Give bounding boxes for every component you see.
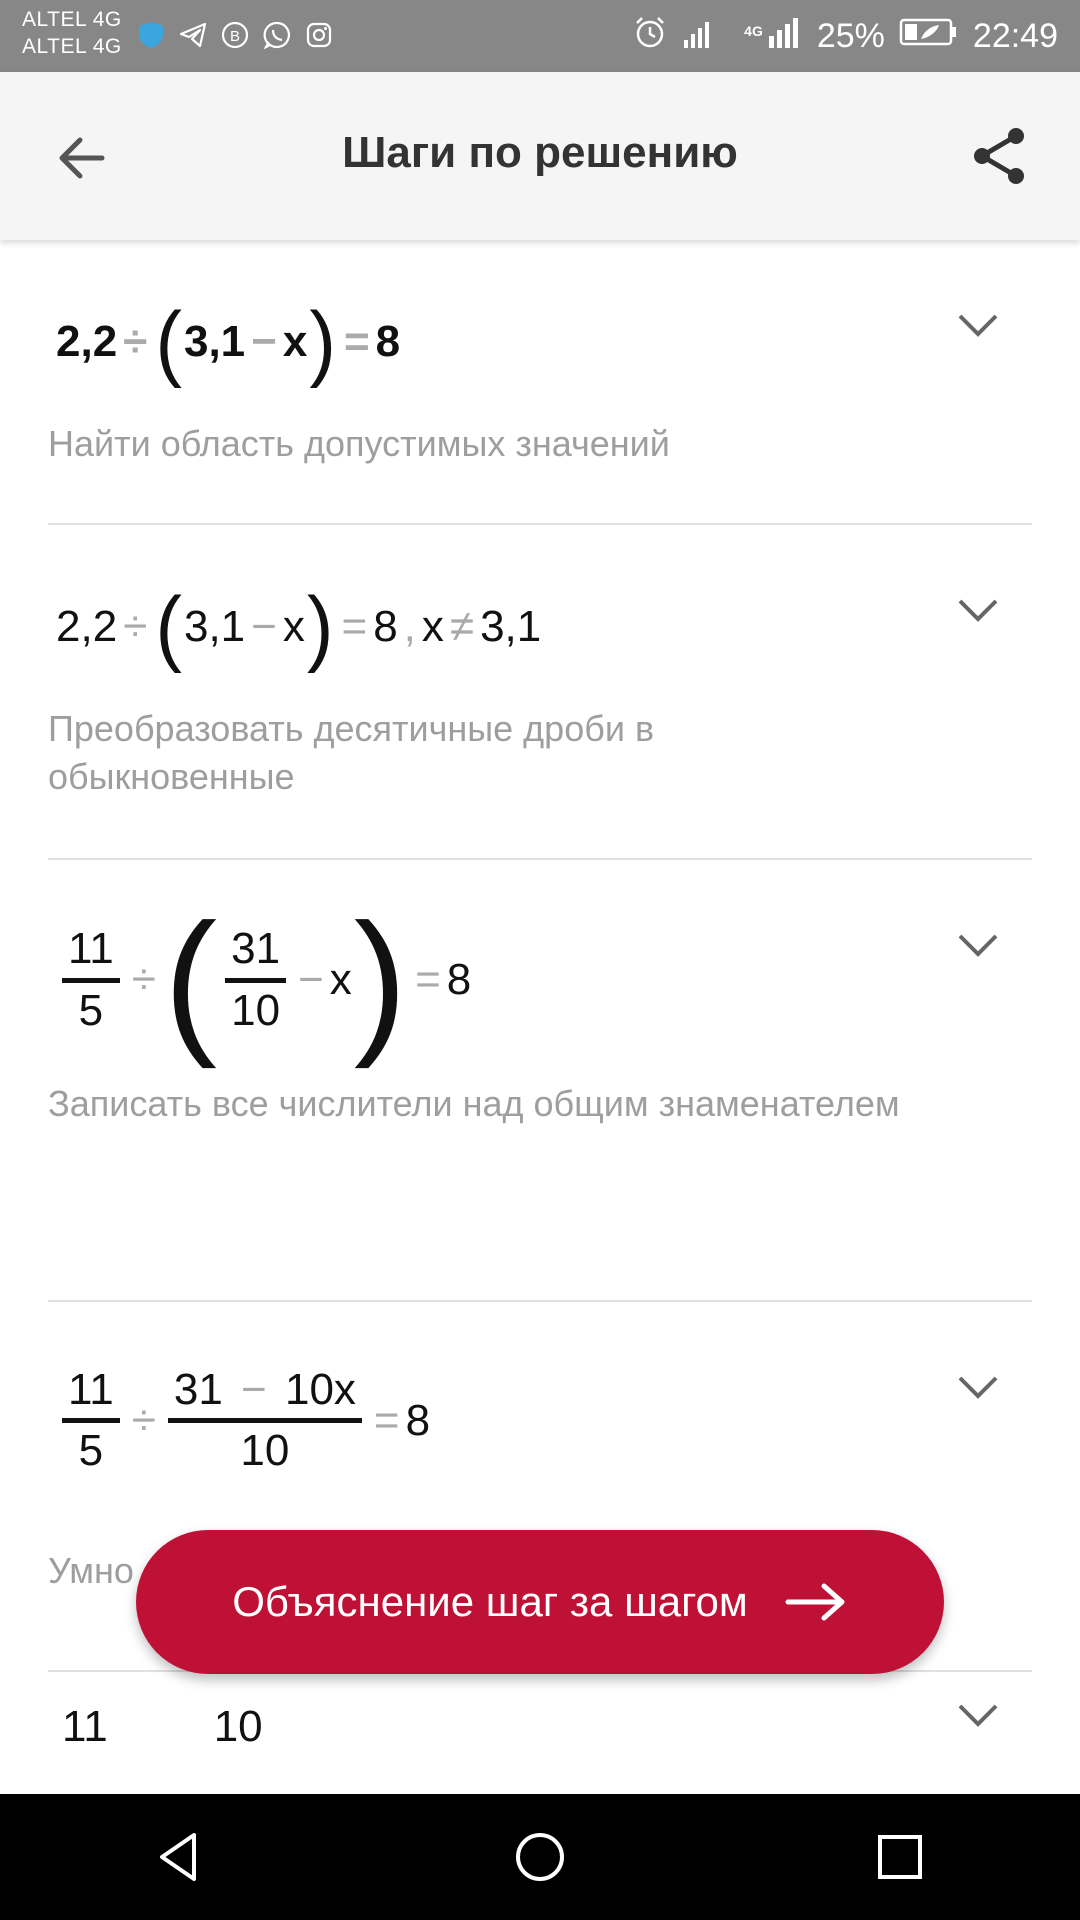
term: 2,2 (56, 602, 118, 651)
nav-back-icon[interactable] (148, 1825, 212, 1889)
term: 10x (284, 1365, 356, 1414)
numerator: 11 (68, 924, 114, 974)
signal-icon (682, 14, 730, 59)
battery-percent: 25% (816, 16, 885, 55)
denominator: 5 (78, 1426, 104, 1476)
paren-open: ( (155, 294, 182, 389)
step-4-equation (56, 1362, 430, 1480)
operator: ÷ (123, 317, 148, 366)
term: 2,2 (56, 317, 118, 366)
paren-close: ) (306, 579, 334, 674)
vk-icon (220, 20, 250, 50)
divider (48, 523, 1032, 525)
system-nav-bar (0, 1794, 1080, 1920)
instagram-icon (304, 20, 334, 50)
denominator: 10 (231, 985, 281, 1035)
operator: − (298, 955, 324, 1004)
fraction (225, 921, 286, 1039)
shield-icon (136, 20, 166, 50)
numerator: 11 (62, 1702, 108, 1751)
numerator: 31 (231, 924, 281, 974)
numerator (168, 1362, 362, 1418)
status-bar (0, 0, 1080, 72)
chevron-down-icon[interactable] (954, 310, 1002, 340)
term: 31 (173, 1365, 223, 1414)
operator: ≠ (449, 602, 475, 651)
operator: = (373, 1395, 400, 1445)
term: 3,1 (183, 317, 246, 366)
carrier-2: ALTEL 4G (22, 35, 122, 58)
paren-open: ( (163, 890, 218, 1069)
divider (48, 858, 1032, 860)
fraction (62, 1362, 120, 1480)
variable: x (282, 317, 308, 366)
paren-close: ) (309, 294, 336, 389)
clock: 22:49 (972, 16, 1058, 55)
step-3-equation (56, 890, 472, 1069)
step-4-description: Умно (48, 1550, 134, 1591)
operator: ÷ (131, 955, 156, 1004)
step-1-equation (56, 294, 401, 389)
chevron-down-icon[interactable] (954, 930, 1002, 960)
notification-icons (136, 20, 334, 50)
term: 3,1 (480, 602, 542, 651)
term: 3,1 (183, 602, 246, 651)
alarm-icon (632, 14, 668, 59)
denominator: 10 (240, 1426, 290, 1476)
separator: , (403, 602, 416, 651)
paren-open: ( (155, 579, 182, 674)
arrow-right-icon (784, 1582, 848, 1622)
term: 8 (375, 317, 401, 366)
whatsapp-icon (262, 20, 292, 50)
numerator: 11 (68, 1365, 114, 1414)
signal-icon-2 (767, 14, 803, 59)
step-5-equation (56, 1702, 263, 1752)
step-1-description: Найти область допустимых значений (48, 423, 670, 464)
divider (48, 1300, 1032, 1302)
variable: x (282, 602, 305, 651)
operator: = (415, 955, 441, 1004)
chevron-down-icon[interactable] (954, 595, 1002, 625)
variable: x (421, 602, 444, 651)
app-bar (0, 72, 1080, 240)
carrier-labels (22, 6, 122, 60)
cta-label: Объяснение шаг за шагом (232, 1578, 748, 1625)
term: 8 (373, 602, 398, 651)
nav-recents-icon[interactable] (868, 1825, 932, 1889)
operator: ÷ (123, 602, 148, 651)
operator: = (341, 602, 368, 651)
svg-text:B: B (229, 28, 241, 45)
step-2-equation (56, 579, 542, 674)
system-status (632, 0, 1058, 72)
fraction (62, 921, 120, 1039)
operator: ÷ (131, 1395, 156, 1445)
term: 8 (446, 955, 472, 1004)
telegram-icon (178, 20, 208, 50)
fraction (168, 1362, 362, 1480)
operator: − (251, 317, 277, 366)
operator: − (241, 1365, 267, 1414)
nav-home-icon[interactable] (508, 1825, 572, 1889)
variable: x (329, 955, 352, 1004)
share-icon[interactable] (968, 124, 1032, 188)
battery-icon (899, 17, 959, 56)
chevron-down-icon[interactable] (954, 1372, 1002, 1402)
denominator: 5 (78, 985, 104, 1035)
page-title: Шаги по решению (342, 128, 738, 177)
operator: = (343, 317, 370, 366)
step-by-step-button[interactable] (136, 1530, 944, 1674)
carrier-1: ALTEL 4G (22, 8, 122, 31)
step-2-description: Преобразовать десятичные дроби в обыкновенные (48, 708, 655, 797)
network-badge: 4G (744, 23, 763, 39)
operator: − (251, 602, 277, 651)
numerator: 10 (213, 1702, 263, 1751)
chevron-down-icon[interactable] (954, 1700, 1002, 1730)
term: 8 (405, 1395, 431, 1445)
step-3-description: Записать все числители над общим знаменателем (48, 1083, 900, 1124)
paren-close: ) (353, 890, 408, 1069)
